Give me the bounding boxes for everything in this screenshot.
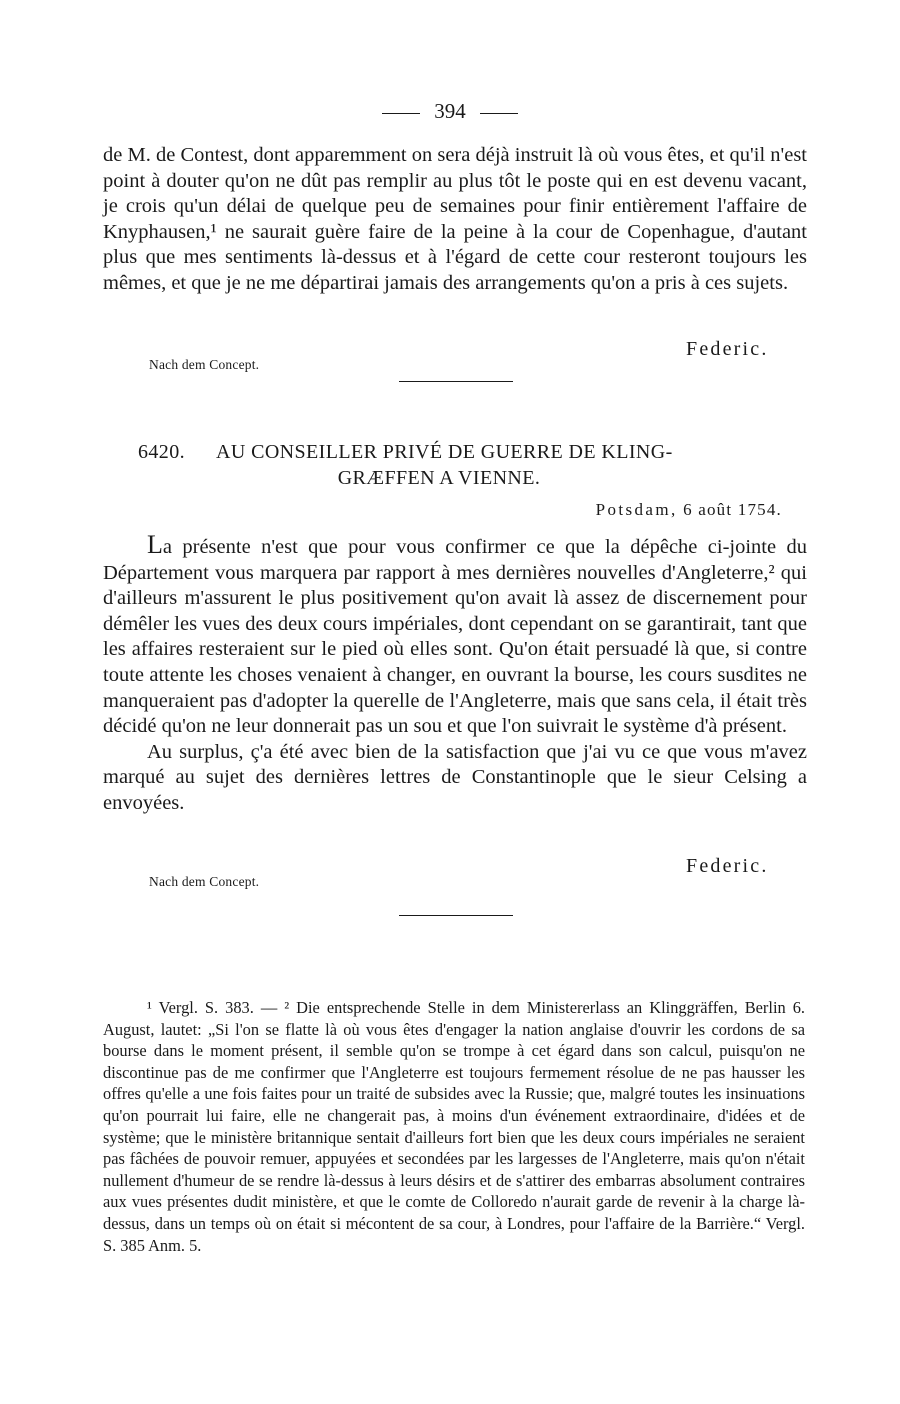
place-date [596, 500, 782, 520]
letter-heading [138, 439, 798, 491]
footnotes [103, 997, 805, 1256]
previous-letter-source-note: Nach dem Concept. [149, 357, 260, 372]
letter-place: Potsdam, [595, 500, 678, 519]
section-divider [399, 381, 513, 382]
letter-paragraph-1: La présente n'est que pour vous confirmer ce que la dépêche ci-jointe du Département vous marquera par rapport à mes dernières nouvelles d'Angleterre,² qui d'ailleurs m'assurent le plus positivement qu'on avait là assez de discernement pour démêler les vues des deux cours impériales, dont cependant on se garantirait, tant que les affaires resteraient sur le pied où elles sont. Qu'on était persuadé là que, si contre toute attente les choses venaient à changer, en ouvrant la bourse, les cours susdites ne manqueraient pas d'adopter la querelle de l'Angleterre, mais que sans cela, il était très décidé qu'on ne leur donnerait pas un sou et que l'on suivrait le système d'à présent. [103, 530, 807, 738]
footnote-text: ¹ Vergl. S. 383. — ² Die entsprechende Stelle in dem Ministererlass an Klinggräffen, Berlin 6. August, lautet: „Si l'on se flatte là où vous êtes d'engager la nation anglaise d'ouvrir les cordons de sa bourse dans le moment présent, il semble qu'on se trompe à cet égard dans son calcul, puisqu'on ne discontinue pas de me confirmer que l'Angleterre est toujours fermement résolue de ne pas hausser les offres qu'elle a une fois faites pour un traité de subsides avec la Russie; que, malgré toutes les insinuations qu'on pourrait lui faire, elle ne changerait pas, à moins d'un événement extraordinaire, d'idées et de système; que le ministère britannique sentait d'ailleurs fort bien que les deux cours impériales ne seraient pas fâchées de pouvoir remuer, appuyées et secondées par les largesses de l'Angleterre, mais qu'on n'était nullement d'humeur de se rendre là-dessus à leurs désirs et de s'attirer des embarras absolument contraires aux vues présentes dudit ministère, et que le comte de Colloredo n'aurait garde de revenir à la charge là-dessus, dans un temps où on était si mécontent de sa cour, à Londres, pour l'affaire de la Barrière.“ Vergl. S. 385 Anm. 5. [103, 998, 805, 1255]
letter-signature: Federic. [686, 855, 769, 877]
page-number [0, 99, 900, 124]
page-number-dash-right [480, 113, 518, 114]
letter-heading-line2: GRÆFFEN A VIENNE. [337, 467, 541, 489]
letter-number: 6420. [138, 441, 185, 463]
page-number-text: 394 [434, 99, 466, 123]
previous-letter-paragraph: de M. de Contest, dont apparemment on sera déjà instruit là où vous êtes, et qu'il n'est point à douter qu'on ne dût pas remplir au plus tôt le poste qui en est devenu vacant, je crois qu'un délai de quelque peu de semaines pour finir entièrement l'affaire de Knyphausen,¹ ne saurait guère faire de la peine à la cour de Copenhague, d'autant plus que mes sentiments là-dessus et à l'égard de cette cour resteront toujours les mêmes, et que je ne me départirai jamais des arrangements qu'on a pris à ces sujets. [103, 144, 807, 294]
previous-letter-body [103, 143, 807, 297]
section-divider-bottom [399, 915, 513, 916]
letter-heading-line1: AU CONSEILLER PRIVÉ DE GUERRE DE KLING- [216, 441, 673, 463]
previous-letter-signature: Federic. [686, 338, 769, 360]
letter-paragraph-2: Au surplus, ç'a été avec bien de la satisfaction que j'ai vu ce que vous m'avez marqué au sujet des dernières lettres de Constantinople que le sieur Celsing a envoyées. [103, 740, 807, 814]
letter-body [103, 532, 807, 817]
letter-date: 6 août 1754. [683, 500, 782, 519]
letter-source-note: Nach dem Concept. [149, 874, 260, 889]
page-number-dash-left [382, 113, 420, 114]
